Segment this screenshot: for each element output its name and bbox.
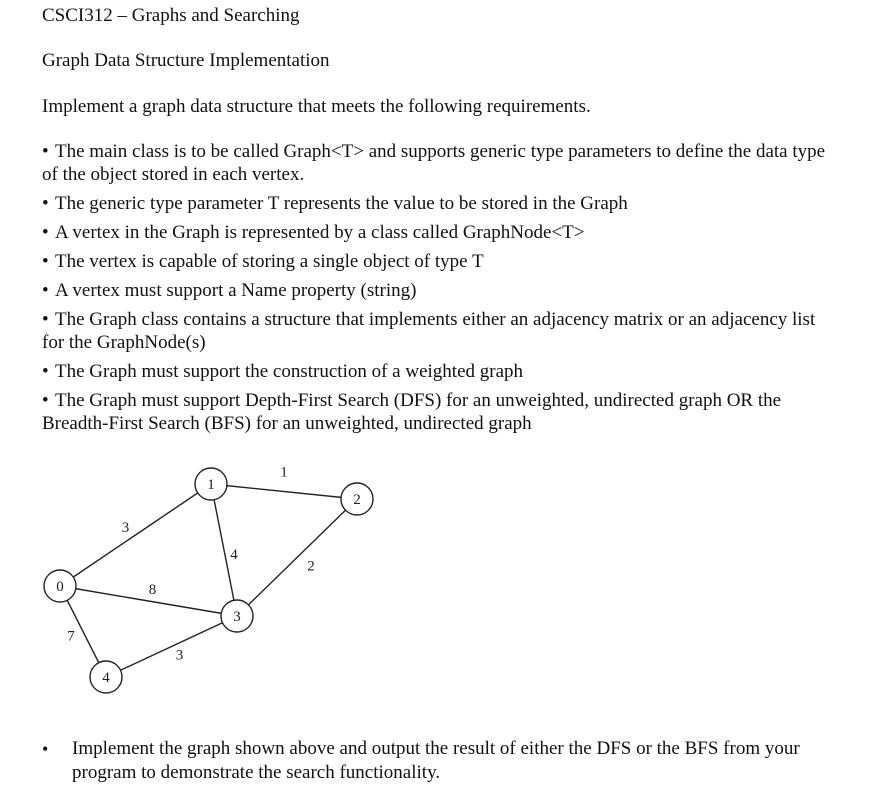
- list-item: [42, 192, 832, 215]
- requirement-text: The vertex is capable of storing a single object of type T: [55, 251, 484, 272]
- graph-edge-4-3: [106, 616, 237, 677]
- edge-weight-label: 3: [175, 647, 184, 664]
- task-instruction: [42, 737, 832, 785]
- bullet-icon: •: [42, 309, 49, 330]
- graph-node-4: [90, 661, 122, 693]
- weighted-graph-figure: [30, 455, 390, 705]
- list-item: [42, 279, 832, 302]
- edge-weight-label: 4: [230, 547, 238, 563]
- list-item: [42, 140, 832, 186]
- list-item: [42, 389, 832, 435]
- requirement-text: A vertex in the Graph is represented by a class called GraphNode<T>: [55, 222, 585, 243]
- list-item: [42, 360, 832, 383]
- list-item: [42, 308, 832, 354]
- requirement-text: A vertex must support a Name property (string): [55, 280, 417, 301]
- bullet-icon: •: [42, 280, 49, 301]
- edge-weight-label: 3: [121, 520, 130, 536]
- task-text: Implement the graph shown above and output the result of either the DFS or the BFS from your program to demonstrate the search functionality.: [72, 738, 800, 783]
- bullet-icon: •: [42, 222, 49, 243]
- bullet-icon: •: [42, 251, 49, 272]
- graph-edge-0-1: [60, 484, 211, 586]
- graph-node-0: [44, 570, 76, 602]
- graph-node-1: [195, 468, 227, 500]
- requirement-text: The main class is to be called Graph<T> and supports generic type parameters to define the data type of the object stored in each vertex.: [42, 141, 826, 185]
- bullet-icon: •: [42, 141, 49, 162]
- node-label: 1: [207, 477, 215, 493]
- requirements-list: [42, 140, 832, 441]
- graph-node-3: [221, 600, 253, 632]
- graph-nodes: [44, 468, 373, 693]
- graph-node-2: [341, 483, 373, 515]
- edge-weight-label: 8: [148, 582, 157, 598]
- node-label: 3: [233, 609, 241, 625]
- graph-edge-2-3: [237, 499, 357, 616]
- requirement-text: The generic type parameter T represents the value to be stored in the Graph: [55, 193, 628, 214]
- bullet-icon: •: [42, 361, 49, 382]
- node-label: 2: [353, 492, 361, 508]
- requirement-text: The Graph class contains a structure that implements either an adjacency matrix or an adjacency list for the GraphNode(s): [42, 309, 816, 353]
- bullet-icon: •: [42, 739, 49, 759]
- graph-edges: [60, 484, 357, 677]
- node-label: 4: [102, 670, 110, 686]
- course-title: CSCI312 – Graphs and Searching: [42, 5, 300, 26]
- bullet-icon: •: [42, 193, 49, 214]
- graph-edge-1-2: [211, 484, 357, 499]
- requirement-text: The Graph must support Depth-First Search (DFS) for an unweighted, undirected graph OR the Breadth-First Search (BFS) for an unweighted, undirected graph: [42, 390, 782, 434]
- edge-weight-label: 2: [307, 558, 315, 575]
- graph-edge-weights: [67, 465, 315, 664]
- bullet-icon: •: [42, 390, 49, 411]
- section-title: Graph Data Structure Implementation: [42, 50, 330, 71]
- edge-weight-label: 1: [280, 464, 288, 481]
- edge-weight-label: 7: [67, 628, 75, 645]
- requirement-text: The Graph must support the construction of a weighted graph: [55, 361, 524, 382]
- list-item: [42, 250, 832, 273]
- graph-diagram: [30, 455, 390, 705]
- list-item: [42, 221, 832, 244]
- intro-paragraph: Implement a graph data structure that meets the following requirements.: [42, 96, 591, 117]
- node-label: 0: [56, 579, 64, 595]
